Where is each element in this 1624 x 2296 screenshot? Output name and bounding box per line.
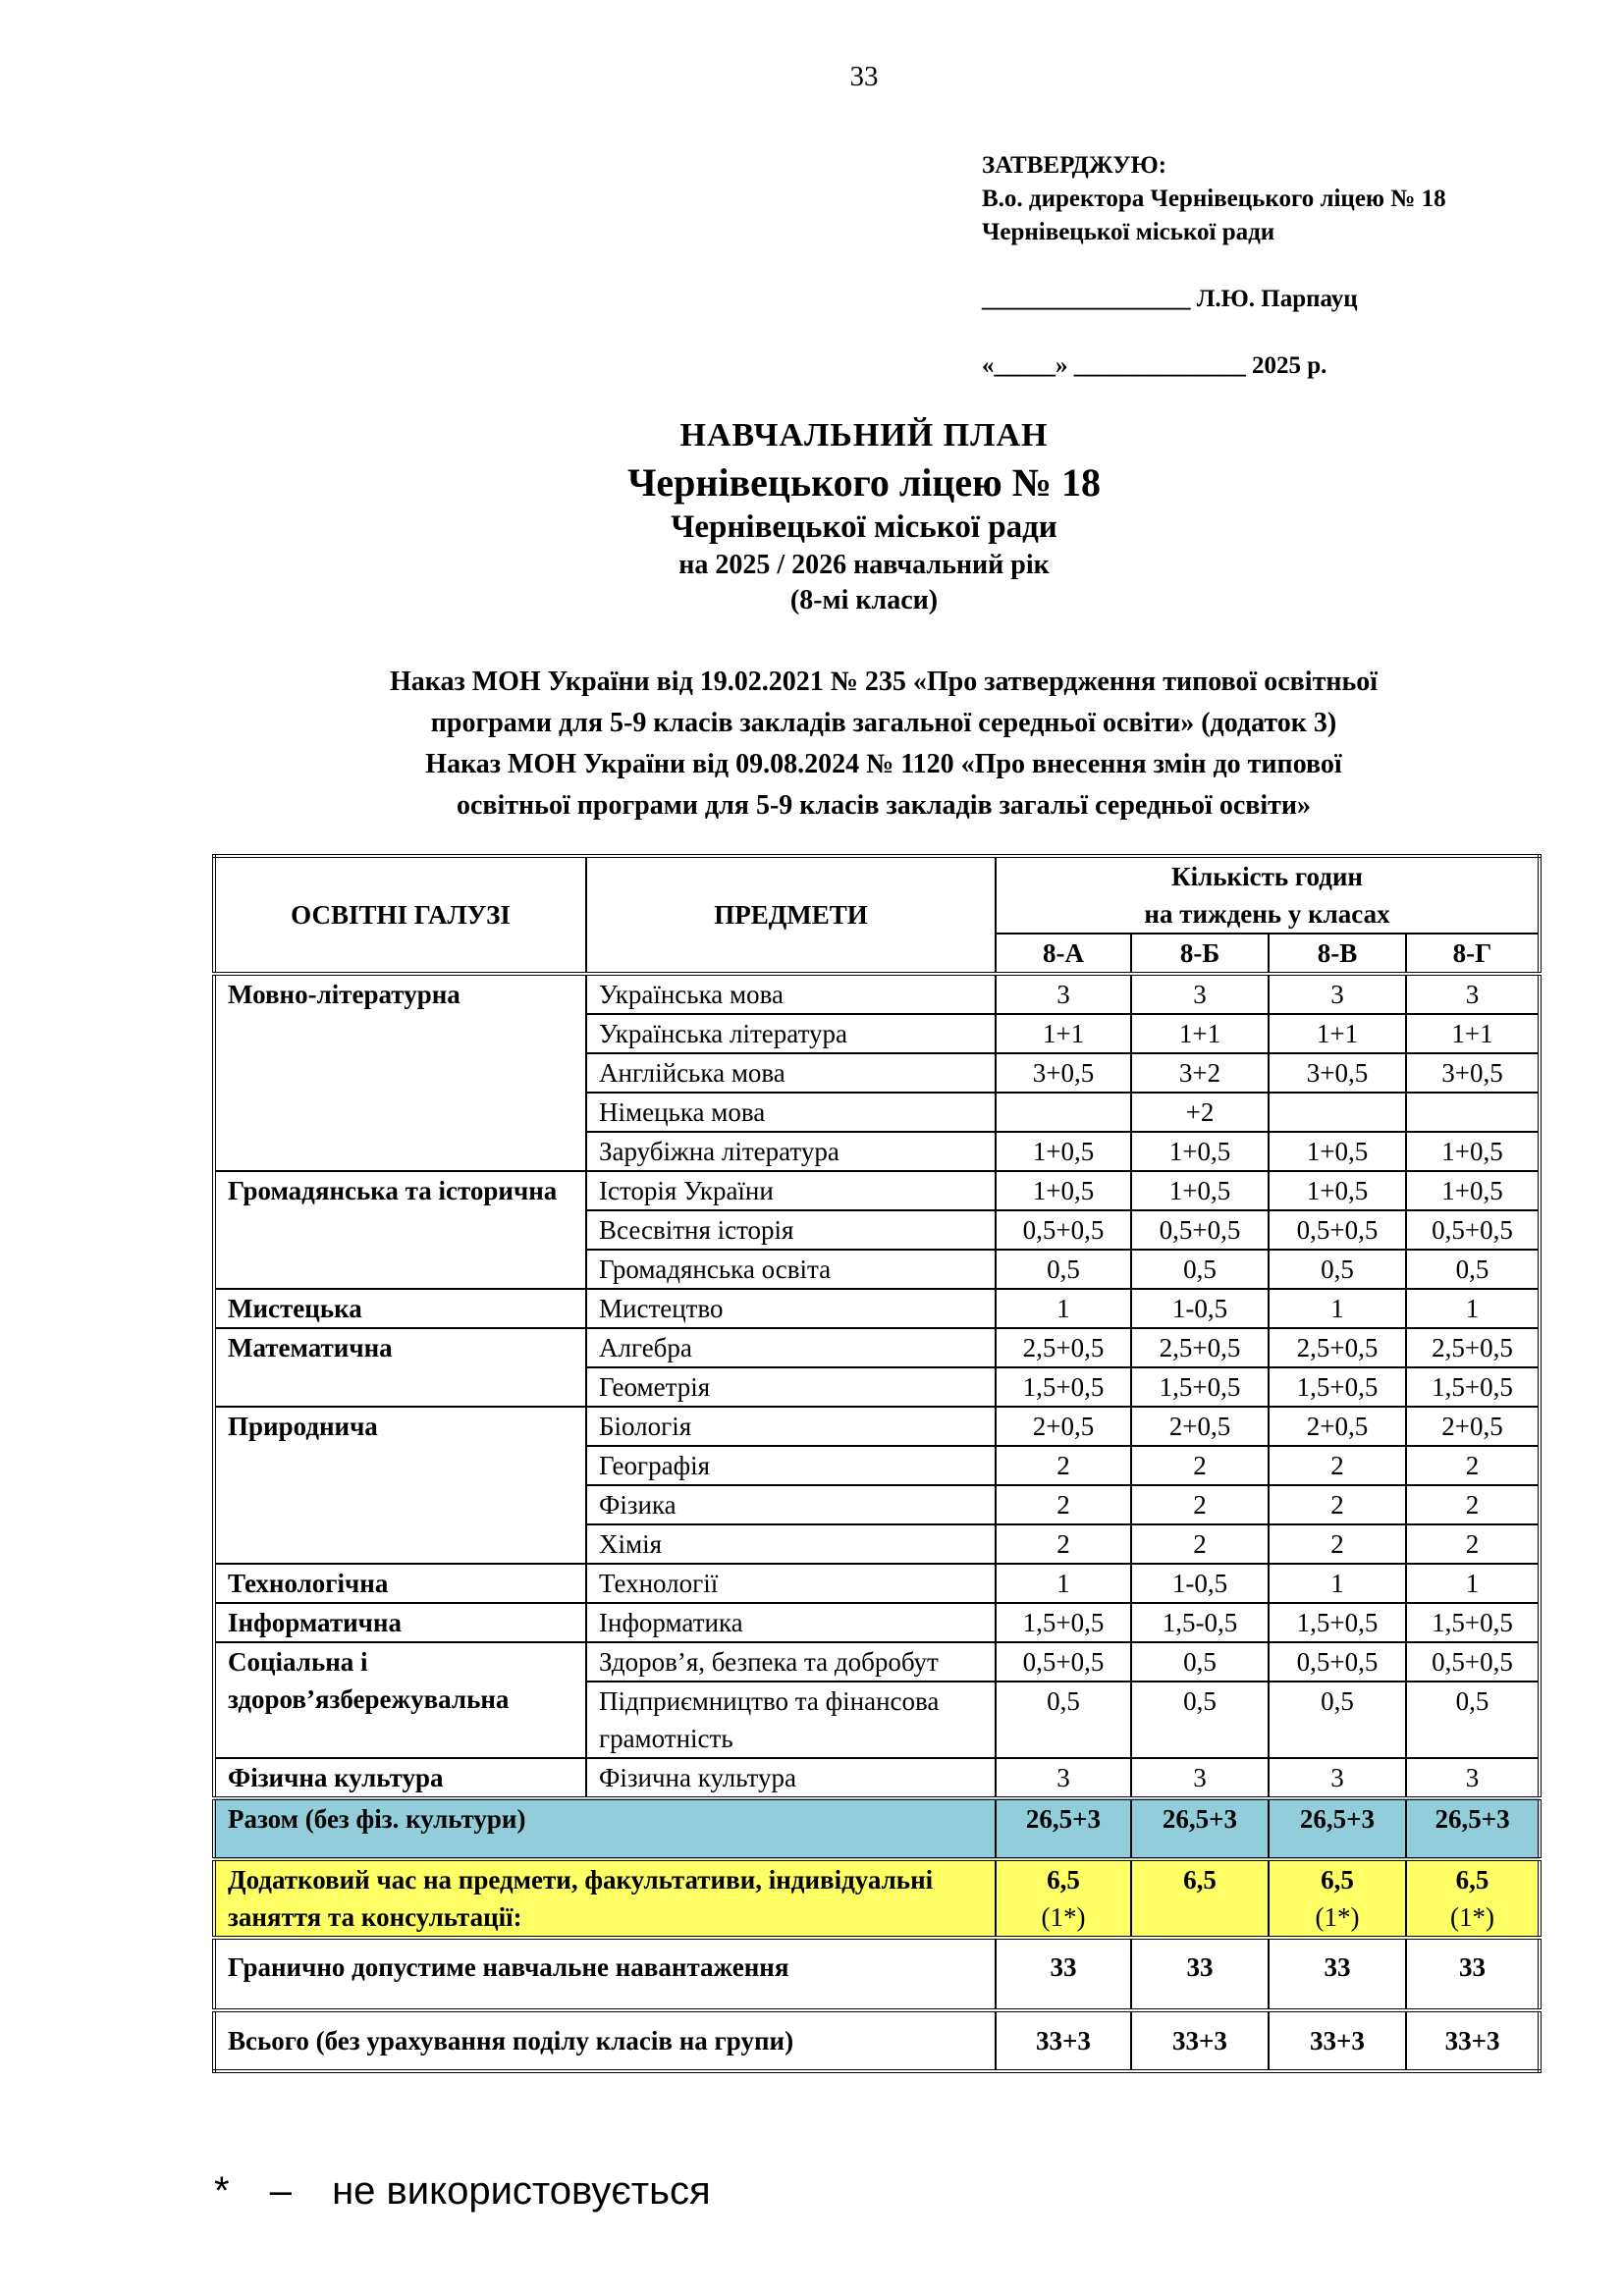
subject-cell: Алгебра <box>586 1328 996 1367</box>
hours-cell: 2,5+0,5 <box>1131 1328 1269 1367</box>
extra-hours-value: 6,5 <box>1183 1865 1217 1895</box>
hours-cell: 2,5+0,5 <box>1269 1328 1406 1367</box>
subject-cell: Біологія <box>586 1407 996 1446</box>
area-cell: Мистецька <box>214 1289 586 1328</box>
total-row <box>214 1798 1540 1859</box>
document-title <box>0 412 1624 618</box>
subject-cell: Геометрія <box>586 1367 996 1407</box>
subject-cell: Географія <box>586 1446 996 1485</box>
header-subjects: ПРЕДМЕТИ <box>586 856 996 974</box>
hours-cell: 1+1 <box>1131 1014 1269 1053</box>
header-hours-line1: Кількість годин <box>1171 862 1363 891</box>
hours-cell: 0,5 <box>1269 1682 1406 1758</box>
area-cell: Фізична культура <box>214 1758 586 1798</box>
hours-cell: 2 <box>1406 1485 1540 1524</box>
hours-cell <box>1406 1093 1540 1132</box>
hours-cell: 2 <box>1269 1446 1406 1485</box>
hours-cell: 0,5+0,5 <box>996 1210 1131 1250</box>
subject-cell: Українська мова <box>586 974 996 1014</box>
hours-cell: 0,5+0,5 <box>1131 1210 1269 1250</box>
approval-heading: ЗАТВЕРДЖУЮ: <box>982 152 1167 179</box>
hours-cell: 2 <box>1131 1524 1269 1564</box>
header-class-8a: 8-А <box>996 934 1131 974</box>
extra-hours-value: 6,5 <box>1047 1865 1080 1895</box>
hours-cell: 1,5+0,5 <box>1269 1367 1406 1407</box>
hours-cell: 2 <box>1406 1524 1540 1564</box>
hours-cell: 1,5+0,5 <box>1269 1603 1406 1642</box>
subject-cell: Підприємництво та фінансова грамотність <box>586 1682 996 1758</box>
subject-cell: Здоров’я, безпека та добробут <box>586 1642 996 1682</box>
hours-cell: 1,5-0,5 <box>1131 1603 1269 1642</box>
table-row <box>214 1564 1540 1603</box>
hours-cell: 3 <box>1269 974 1406 1014</box>
header-class-8b: 8-Б <box>1131 934 1269 974</box>
subject-cell: Фізика <box>586 1485 996 1524</box>
approval-organization: Чернівецької міської ради <box>982 219 1275 245</box>
hours-cell: 1+0,5 <box>996 1132 1131 1171</box>
extra-hours-cell <box>1406 1859 1540 1938</box>
extra-hours-cell <box>1269 1859 1406 1938</box>
footnote <box>214 2169 740 2214</box>
hours-cell: 2+0,5 <box>996 1407 1131 1446</box>
order-line: Наказ МОН України від 09.08.2024 № 1120 «Про внесення змін до типової <box>425 749 1342 779</box>
approval-date: «_____» ______________ 2025 р. <box>982 352 1327 379</box>
total-value: 26,5+3 <box>1131 1798 1269 1859</box>
hours-cell: 3+2 <box>1131 1053 1269 1093</box>
total-value: 26,5+3 <box>996 1798 1131 1859</box>
approval-block <box>982 149 1446 383</box>
hours-cell: 0,5+0,5 <box>996 1642 1131 1682</box>
limit-label: Гранично допустиме навчальне навантаження <box>214 1938 996 2010</box>
area-cell: Соціальна і здоров’язбережувальна <box>214 1642 586 1758</box>
footnote-marker: * <box>214 2169 230 2213</box>
subject-cell: Історія України <box>586 1171 996 1210</box>
hours-cell: 1-0,5 <box>1131 1564 1269 1603</box>
extra-hours-note: (1*) <box>1041 1902 1086 1932</box>
hours-cell: 1,5+0,5 <box>1406 1367 1540 1407</box>
order-line: Наказ МОН України від 19.02.2021 № 235 «Про затвердження типової освітньої <box>389 667 1379 697</box>
hours-cell: 1 <box>996 1289 1131 1328</box>
approval-signature: _________________ Л.Ю. Парпауц <box>982 286 1358 312</box>
orders-references <box>245 662 1522 827</box>
footnote-dash: – <box>269 2169 292 2213</box>
total-label: Разом (без фіз. культури) <box>214 1798 996 1859</box>
hours-cell: 1,5+0,5 <box>1406 1603 1540 1642</box>
hours-cell: 1+1 <box>1406 1014 1540 1053</box>
extra-hours-note: (1*) <box>1315 1902 1360 1932</box>
hours-cell: 0,5 <box>996 1682 1131 1758</box>
title-plan: НАВЧАЛЬНИЙ ПЛАН <box>679 417 1049 454</box>
hours-cell: 0,5+0,5 <box>1269 1642 1406 1682</box>
hours-cell: 1 <box>996 1564 1131 1603</box>
order-line: програми для 5-9 класів закладів загальної середньої освіти» (додаток 3) <box>430 708 1337 738</box>
extra-hours-label: Додатковий час на предмети, факультативи, індивідуальні заняття та консультації: <box>214 1859 996 1938</box>
header-areas: ОСВІТНІ ГАЛУЗІ <box>214 856 586 974</box>
hours-cell: 2 <box>1131 1485 1269 1524</box>
area-cell: Інформатична <box>214 1603 586 1642</box>
table-row <box>214 974 1540 1014</box>
subject-cell: Технології <box>586 1564 996 1603</box>
hours-cell: 3+0,5 <box>996 1053 1131 1093</box>
table-row <box>214 1758 1540 1798</box>
table-row <box>214 1603 1540 1642</box>
all-total-row <box>214 2010 1540 2071</box>
limit-row <box>214 1938 1540 2010</box>
header-hours-line2: на тиждень у класах <box>1144 899 1390 929</box>
extra-hours-note: (1*) <box>1450 1902 1494 1932</box>
hours-cell: 1,5+0,5 <box>1131 1367 1269 1407</box>
table-summary <box>214 1798 1540 2071</box>
hours-cell: 0,5 <box>996 1250 1131 1289</box>
title-grade: (8-мі класи) <box>789 585 939 615</box>
subject-cell: Німецька мова <box>586 1093 996 1132</box>
page-number: 33 <box>849 61 879 92</box>
extra-hours-value: 6,5 <box>1321 1865 1354 1895</box>
table-row <box>214 1407 1540 1446</box>
all-total-value: 33+3 <box>1269 2010 1406 2071</box>
all-total-value: 33+3 <box>996 2010 1131 2071</box>
hours-cell: 0,5 <box>1269 1250 1406 1289</box>
extra-hours-value: 6,5 <box>1455 1865 1489 1895</box>
subject-cell: Зарубіжна література <box>586 1132 996 1171</box>
area-cell: Технологічна <box>214 1564 586 1603</box>
hours-cell: 2,5+0,5 <box>996 1328 1131 1367</box>
hours-cell: 1+0,5 <box>1269 1171 1406 1210</box>
hours-cell: 1-0,5 <box>1131 1289 1269 1328</box>
hours-cell: 0,5 <box>1406 1682 1540 1758</box>
area-cell: Математична <box>214 1328 586 1407</box>
limit-value: 33 <box>996 1938 1131 2010</box>
title-school: Чернівецького ліцею № 18 <box>627 460 1101 505</box>
hours-cell: 2 <box>996 1524 1131 1564</box>
header-hours <box>996 856 1540 934</box>
extra-hours-row <box>214 1859 1540 1938</box>
footnote-text: не використовується <box>332 2169 711 2213</box>
hours-cell: 1+0,5 <box>996 1171 1131 1210</box>
order-line: освітньої програми для 5-9 класів закладів загальї середньої освіти» <box>456 790 1312 821</box>
limit-value: 33 <box>1406 1938 1540 2010</box>
hours-cell: 0,5+0,5 <box>1406 1210 1540 1250</box>
hours-cell <box>1269 1093 1406 1132</box>
table-row <box>214 1328 1540 1367</box>
hours-cell: 2+0,5 <box>1406 1407 1540 1446</box>
hours-cell: 1+0,5 <box>1131 1171 1269 1210</box>
hours-cell: 3+0,5 <box>1406 1053 1540 1093</box>
hours-cell: 1+1 <box>996 1014 1131 1053</box>
hours-cell: 2,5+0,5 <box>1406 1328 1540 1367</box>
area-cell: Громадянська та історична <box>214 1171 586 1289</box>
hours-cell: +2 <box>1131 1093 1269 1132</box>
hours-cell: 0,5 <box>1131 1642 1269 1682</box>
total-value: 26,5+3 <box>1406 1798 1540 1859</box>
curriculum-table <box>212 854 1542 2073</box>
table-row <box>214 1171 1540 1210</box>
subject-cell: Хімія <box>586 1524 996 1564</box>
hours-cell: 0,5+0,5 <box>1269 1210 1406 1250</box>
hours-cell: 1,5+0,5 <box>996 1603 1131 1642</box>
title-year: на 2025 / 2026 навчальний рік <box>678 550 1050 580</box>
hours-cell: 1+1 <box>1269 1014 1406 1053</box>
header-class-8v: 8-В <box>1269 934 1406 974</box>
area-cell: Природнича <box>214 1407 586 1564</box>
hours-cell: 3 <box>1406 974 1540 1014</box>
hours-cell: 1+0,5 <box>1269 1132 1406 1171</box>
area-cell: Мовно-літературна <box>214 974 586 1171</box>
hours-cell: 0,5+0,5 <box>1406 1642 1540 1682</box>
hours-cell: 3 <box>1131 974 1269 1014</box>
hours-cell: 1 <box>1406 1289 1540 1328</box>
hours-cell: 1+0,5 <box>1406 1132 1540 1171</box>
hours-cell: 2 <box>996 1485 1131 1524</box>
hours-cell: 0,5 <box>1131 1250 1269 1289</box>
extra-hours-cell <box>1131 1859 1269 1938</box>
subject-cell: Всесвітня історія <box>586 1210 996 1250</box>
hours-cell: 3 <box>1269 1758 1406 1798</box>
hours-cell: 1 <box>1406 1564 1540 1603</box>
all-total-value: 33+3 <box>1131 2010 1269 2071</box>
limit-value: 33 <box>1131 1938 1269 2010</box>
hours-cell: 3 <box>996 1758 1131 1798</box>
subject-cell: Англійська мова <box>586 1053 996 1093</box>
hours-cell: 2+0,5 <box>1269 1407 1406 1446</box>
subject-cell: Мистецтво <box>586 1289 996 1328</box>
hours-cell: 1+0,5 <box>1131 1132 1269 1171</box>
hours-cell: 3+0,5 <box>1269 1053 1406 1093</box>
hours-cell: 3 <box>1131 1758 1269 1798</box>
all-total-value: 33+3 <box>1406 2010 1540 2071</box>
table-body <box>214 974 1540 1798</box>
hours-cell: 2+0,5 <box>1131 1407 1269 1446</box>
subject-cell: Фізична культура <box>586 1758 996 1798</box>
hours-cell: 1,5+0,5 <box>996 1367 1131 1407</box>
hours-cell: 2 <box>996 1446 1131 1485</box>
hours-cell <box>996 1093 1131 1132</box>
title-council: Чернівецької міської ради <box>671 509 1057 545</box>
hours-cell: 2 <box>1406 1446 1540 1485</box>
hours-cell: 3 <box>996 974 1131 1014</box>
subject-cell: Інформатика <box>586 1603 996 1642</box>
hours-cell: 1+0,5 <box>1406 1171 1540 1210</box>
hours-cell: 2 <box>1131 1446 1269 1485</box>
subject-cell: Громадянська освіта <box>586 1250 996 1289</box>
hours-cell: 0,5 <box>1131 1682 1269 1758</box>
hours-cell: 2 <box>1269 1524 1406 1564</box>
total-value: 26,5+3 <box>1269 1798 1406 1859</box>
all-total-label: Всього (без урахування поділу класів на групи) <box>214 2010 996 2071</box>
subject-cell: Українська література <box>586 1014 996 1053</box>
limit-value: 33 <box>1269 1938 1406 2010</box>
hours-cell: 0,5 <box>1406 1250 1540 1289</box>
hours-cell: 2 <box>1269 1485 1406 1524</box>
table-row <box>214 1289 1540 1328</box>
table-row <box>214 1642 1540 1682</box>
header-class-8g: 8-Г <box>1406 934 1540 974</box>
approval-position: В.о. директора Чернівецького ліцею № 18 <box>982 186 1446 212</box>
hours-cell: 1 <box>1269 1289 1406 1328</box>
hours-cell: 1 <box>1269 1564 1406 1603</box>
extra-hours-cell <box>996 1859 1131 1938</box>
hours-cell: 3 <box>1406 1758 1540 1798</box>
